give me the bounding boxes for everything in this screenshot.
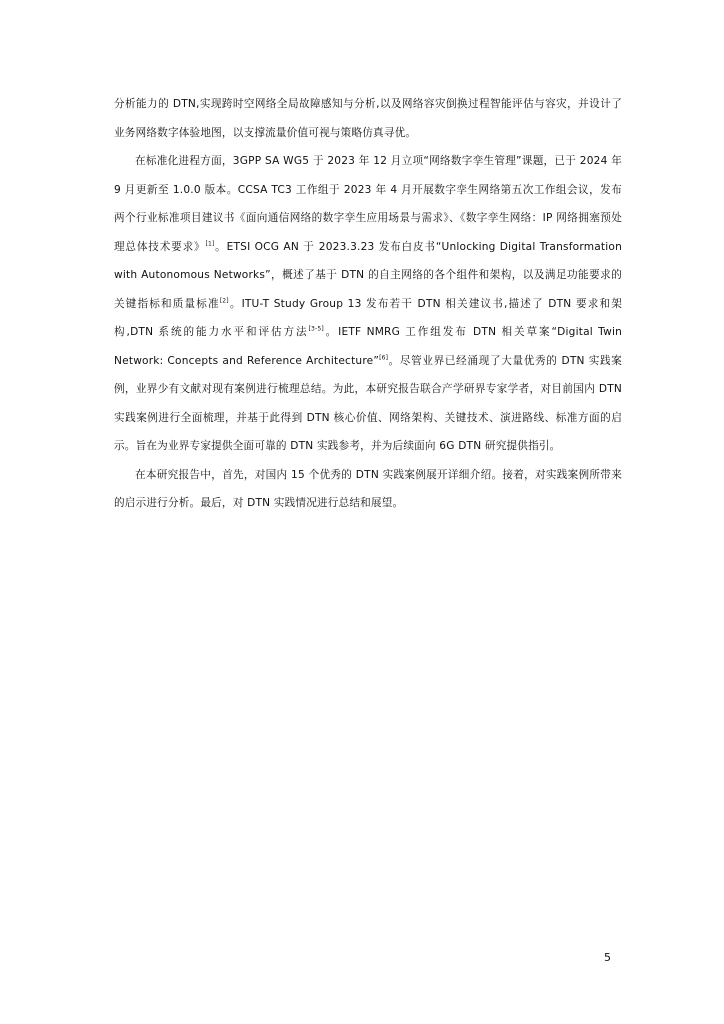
body-text — [114, 90, 622, 518]
citation-reference: [3-5] — [308, 325, 324, 333]
paragraph-text-segment: 在本研究报告中，首先，对国内 15 个优秀的 DTN 实践案例展开详细介绍。接着，对实践案例所带来的启示进行分析。最后，对 DTN 实践情况进行总结和展望。 — [114, 468, 622, 509]
paragraph-text-segment: 。尽管业界已经涌现了大量优秀的 DTN 实践案例，业界少有文献对现有案例进行梳理总结。为此，本研究报告联合产学研界专家学者，对目前国内 DTN 实践案例进行全面梳理，并基于此得到 DTN 核心价值、网络架构、关键技术、演进路线、标准方面的启示。旨在为业界专家提供全面可靠的 DTN 实践参考，并为后续面向 6G DTN 研究提供指引。 — [114, 354, 622, 452]
citation-reference: [1] — [205, 239, 215, 247]
paragraph-text-segment: 在标准化进程方面，3GPP SA WG5 于 2023 年 12 月立项“网络数字孪生管理”课题，已于 2024 年 9 月更新至 1.0.0 版本。CCSA TC3 工作组于 2023 年 4 月开展数字孪生网络第五次工作组会议，发布两个行业标准项目建议书《面向通信网络的数字孪生应用场景与需求》、《数字孪生网络：IP 网络拥塞预处理总体技术要求》 — [114, 155, 622, 253]
paragraph-3 — [114, 461, 622, 518]
page-number: 5 — [604, 951, 611, 964]
citation-reference: [2] — [219, 296, 229, 304]
paragraph-1 — [114, 90, 622, 147]
citation-reference: [6] — [379, 353, 389, 361]
paragraph-text-segment: 分析能力的 DTN,实现跨时空网络全局故障感知与分析,以及网络容灾倒换过程智能评估与容灾，并设计了业务网络数字体验地图，以支撑流量价值可视与策略仿真寻优。 — [114, 98, 622, 139]
paragraph-2 — [114, 147, 622, 461]
paragraph-text-segment: 。ETSI OCG AN 于 2023.3.23 发布白皮书“Unlocking Digital Transformation with Autonomous Networks”，概述了基于 DTN 的自主网络的各个组件和架构，以及满足功能要求的关键指标和质量标准 — [114, 240, 622, 310]
paragraph-text-segment: 。IETF NMRG 工作组发布 DTN 相关草案“Digital Twin Network: Concepts and Reference Architecture” — [114, 326, 623, 367]
paragraph-text-segment: 。ITU-T Study Group 13 发布若干 DTN 相关建议书,描述了 DTN 要求和架构,DTN 系统的能力水平和评估方法 — [114, 297, 622, 338]
